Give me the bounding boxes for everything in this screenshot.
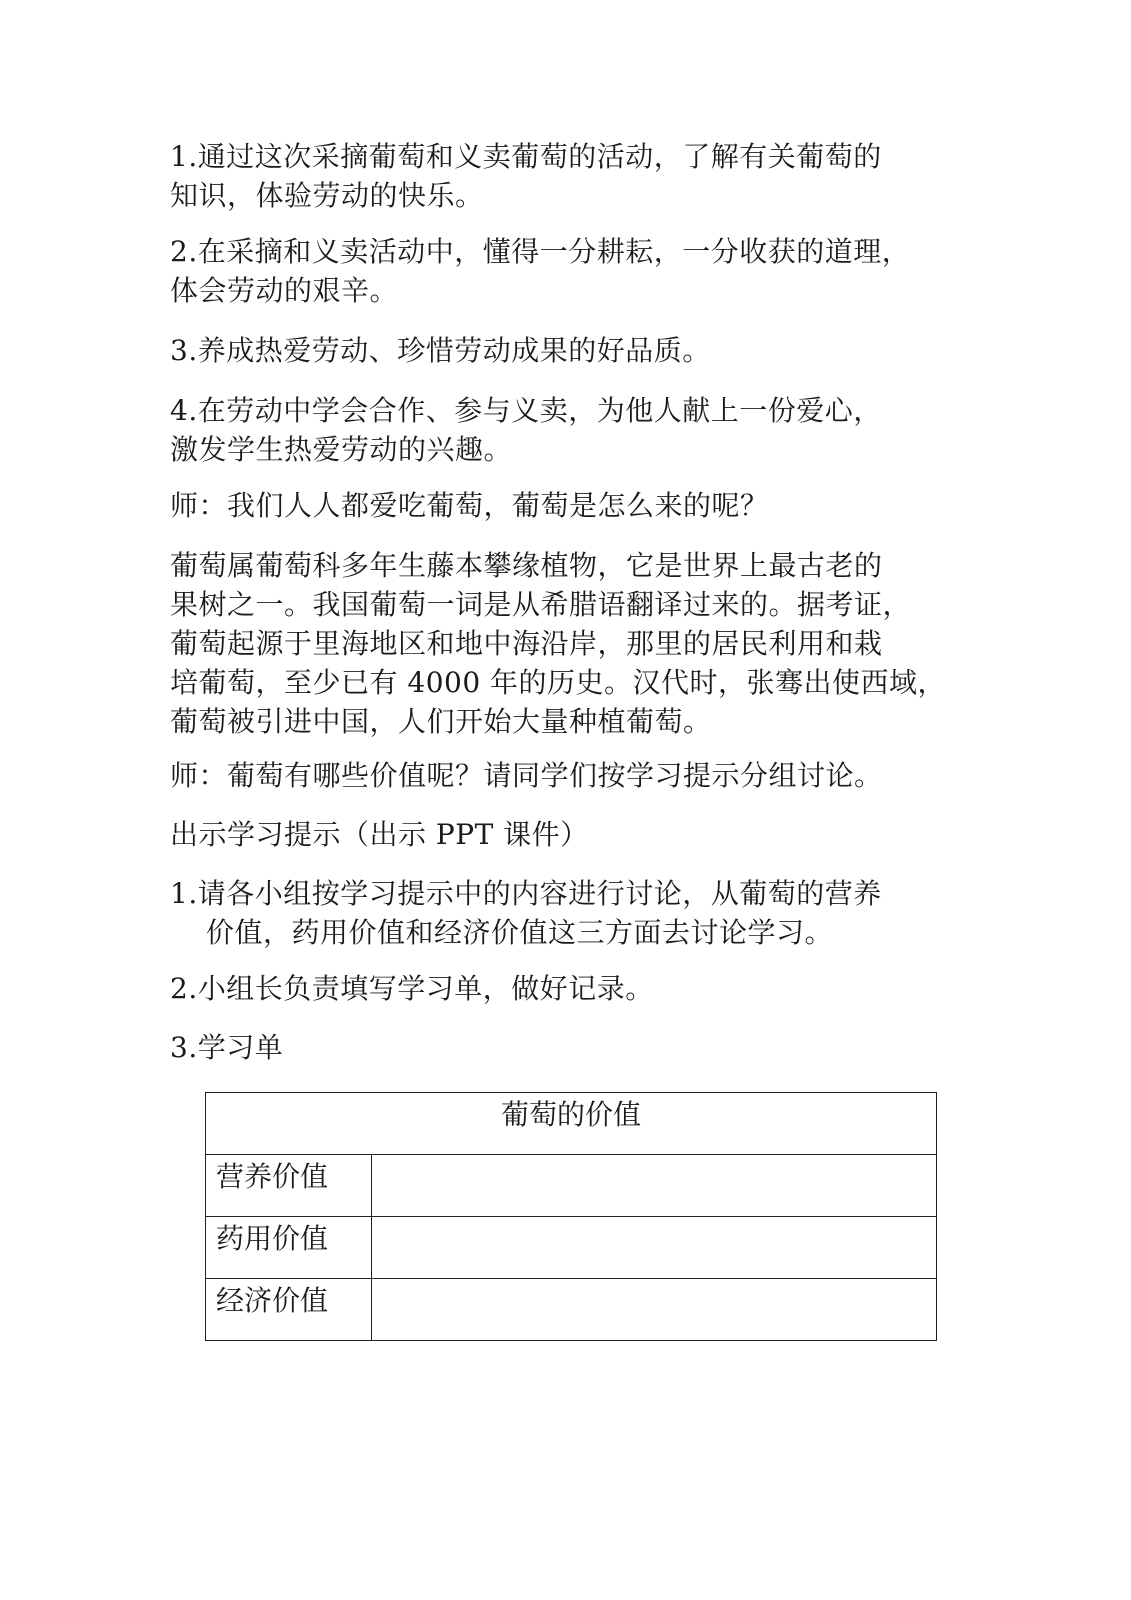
goal-1-line-2: 知识，体验劳动的快乐。 (170, 179, 484, 212)
prompt-3-line-1: 3.学习单 (170, 1031, 284, 1064)
goal-2-line-1: 2.在采摘和义卖活动中，懂得一分耕耘，一分收获的道理， (170, 235, 911, 268)
teacher-question-2 (170, 756, 970, 795)
origin-line: 葡萄属葡萄科多年生藤本攀缘植物，它是世界上最古老的 (170, 549, 883, 582)
goal-4-line-2: 激发学生热爱劳动的兴趣。 (170, 433, 513, 466)
worksheet-row (206, 1155, 937, 1217)
prompt-heading (170, 815, 970, 854)
prompt-2-line-1: 2.小组长负责填写学习单，做好记录。 (170, 972, 654, 1005)
worksheet-row-value (372, 1155, 937, 1217)
prompt-1-line-2: 价值，药用价值和经济价值这三方面去讨论学习。 (206, 916, 834, 949)
teacher-question-1-text: 师：我们人人都爱吃葡萄，葡萄是怎么来的呢？ (170, 489, 769, 522)
prompt-3 (170, 1028, 970, 1067)
goal-4-line-1: 4.在劳动中学会合作、参与义卖，为他人献上一份爱心， (170, 394, 882, 427)
worksheet-row-value (372, 1217, 937, 1279)
goal-2-line-2: 体会劳动的艰辛。 (170, 274, 399, 307)
worksheet-row-label: 药用价值 (206, 1217, 372, 1279)
goal-1 (170, 137, 970, 215)
prompt-1-line-1: 1.请各小组按学习提示中的内容进行讨论，从葡萄的营养 (170, 877, 882, 910)
worksheet-row (206, 1217, 937, 1279)
goal-3 (170, 331, 970, 370)
origin-line: 果树之一。我国葡萄一词是从希腊语翻译过来的。据考证， (170, 588, 912, 621)
prompt-1 (170, 874, 970, 952)
worksheet-table (205, 1092, 937, 1341)
origin-line: 葡萄被引进中国，人们开始大量种植葡萄。 (170, 705, 712, 738)
worksheet-title: 葡萄的价值 (206, 1093, 937, 1155)
worksheet-row-label: 经济价值 (206, 1279, 372, 1341)
worksheet-row-label: 营养价值 (206, 1155, 372, 1217)
worksheet-row-value (372, 1279, 937, 1341)
goal-1-line-1: 1.通过这次采摘葡萄和义卖葡萄的活动，了解有关葡萄的 (170, 140, 882, 173)
origin-line: 培葡萄，至少已有 4000 年的历史。汉代时，张骞出使西域， (170, 666, 947, 699)
origin-line: 葡萄起源于里海地区和地中海沿岸，那里的居民利用和栽 (170, 627, 883, 660)
worksheet-header-row (206, 1093, 937, 1155)
goal-4 (170, 391, 970, 469)
prompt-heading-text: 出示学习提示（出示 PPT 课件） (170, 818, 589, 851)
worksheet-row (206, 1279, 937, 1341)
teacher-question-2-text: 师：葡萄有哪些价值呢？请同学们按学习提示分组讨论。 (170, 759, 883, 792)
goal-3-line-1: 3.养成热爱劳动、珍惜劳动成果的好品质。 (170, 334, 711, 367)
goal-2 (170, 232, 970, 310)
teacher-question-1 (170, 486, 970, 525)
prompt-2 (170, 969, 970, 1008)
origin-paragraph (170, 546, 970, 741)
